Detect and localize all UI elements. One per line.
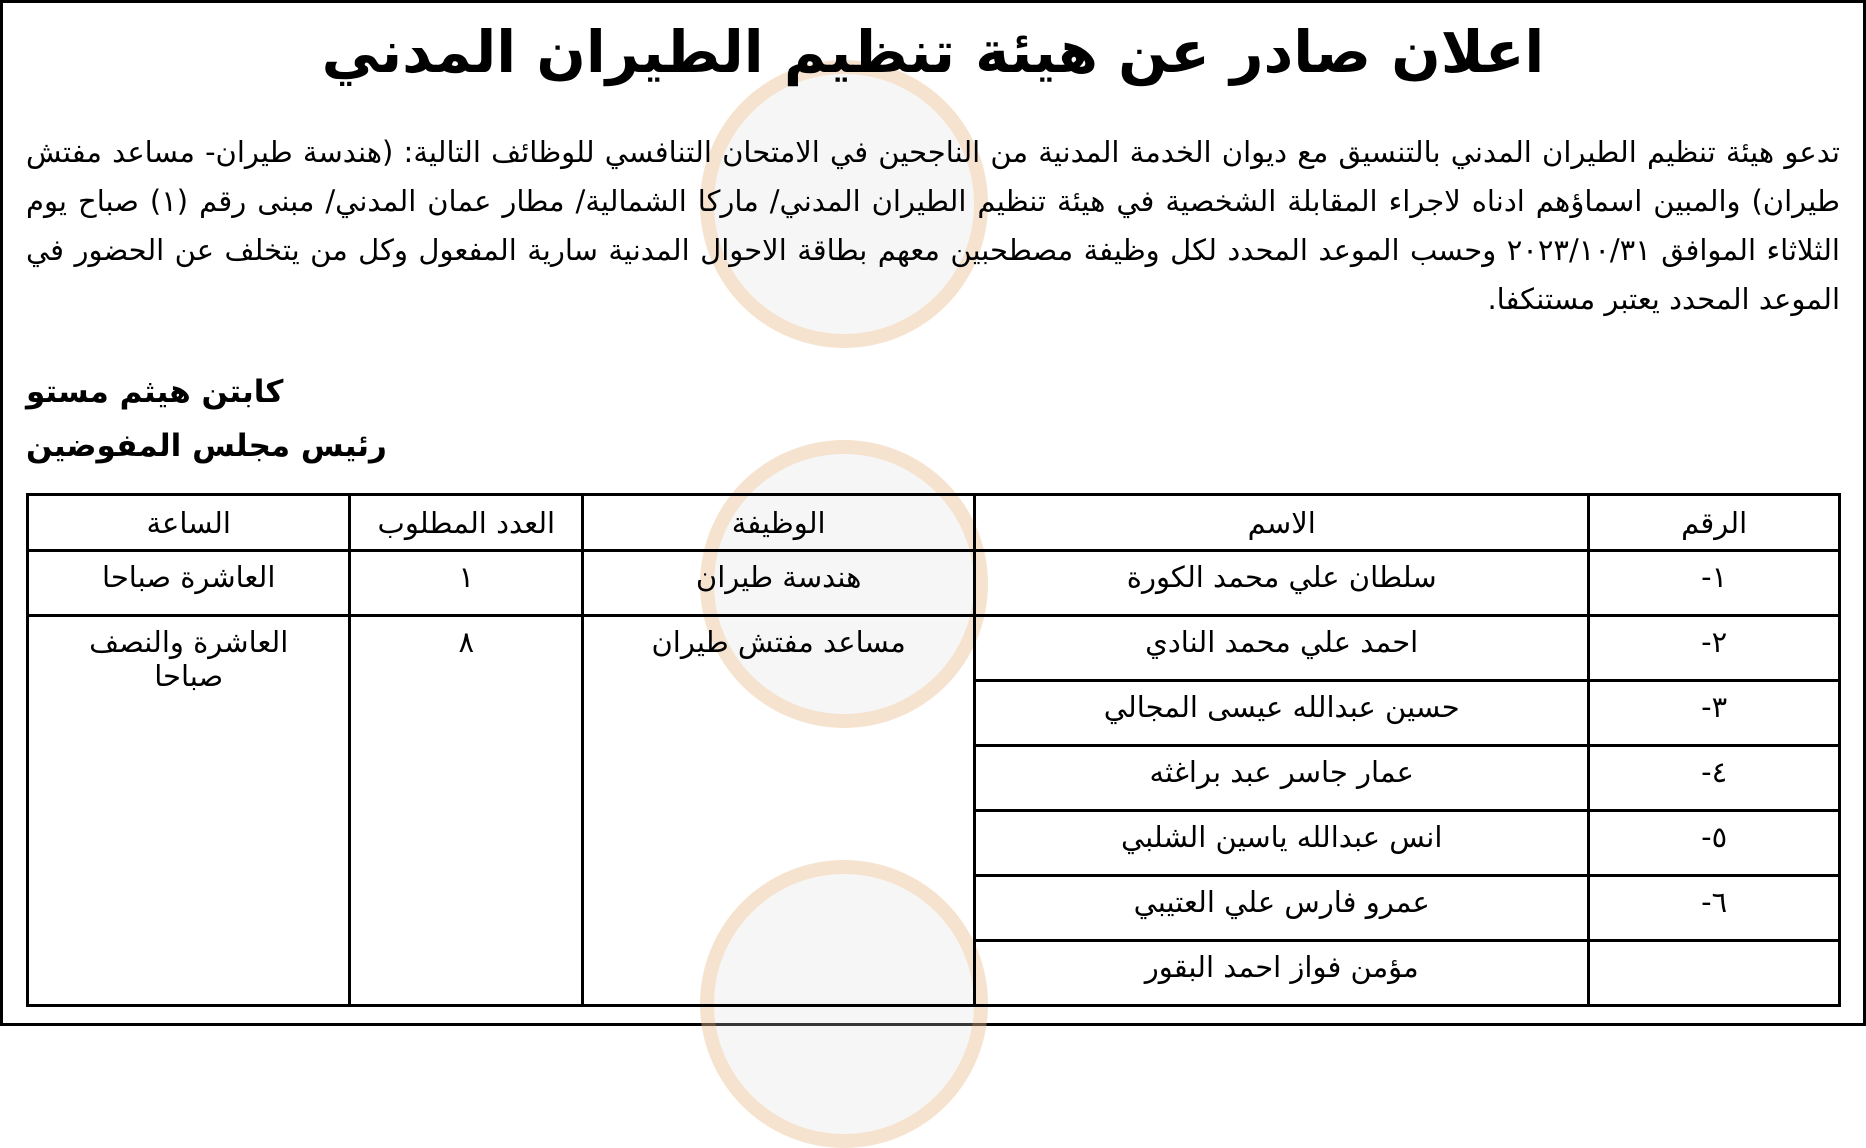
row-time: العاشرة صباحا xyxy=(28,551,350,616)
header-number: الرقم xyxy=(1589,495,1840,551)
row-job: هندسة طيران xyxy=(583,551,975,616)
table-row xyxy=(28,551,1840,616)
row-name: انس عبدالله ياسين الشلبي xyxy=(975,811,1589,876)
header-job: الوظيفة xyxy=(583,495,975,551)
row-number: ٤- xyxy=(1589,746,1840,811)
row-name: احمد علي محمد النادي xyxy=(975,616,1589,681)
row-name: عمرو فارس علي العتيبي xyxy=(975,876,1589,941)
row-number: ٢- xyxy=(1589,616,1840,681)
row-number: ١- xyxy=(1589,551,1840,616)
candidates-table xyxy=(26,493,1841,1007)
row-count: ١ xyxy=(350,551,583,616)
row-name: حسين عبدالله عيسى المجالي xyxy=(975,681,1589,746)
announcement-title: اعلان صادر عن هيئة تنظيم الطيران المدني xyxy=(321,18,1545,86)
table-row xyxy=(28,616,1840,681)
row-job: مساعد مفتش طيران xyxy=(583,616,975,1006)
signatory-position: رئيس مجلس المفوضين xyxy=(26,428,387,464)
row-time: العاشرة والنصف صباحا xyxy=(28,616,350,1006)
table-header-row xyxy=(28,495,1840,551)
row-name: عمار جاسر عبد براغثه xyxy=(975,746,1589,811)
row-number: ٦- xyxy=(1589,876,1840,941)
header-name: الاسم xyxy=(975,495,1589,551)
row-count: ٨ xyxy=(350,616,583,1006)
row-number xyxy=(1589,941,1840,1006)
row-name: مؤمن فواز احمد البقور xyxy=(975,941,1589,1006)
signatory-name: كابتن هيثم مستو xyxy=(26,374,284,410)
header-time: الساعة xyxy=(28,495,350,551)
header-count: العدد المطلوب xyxy=(350,495,583,551)
row-number: ٥- xyxy=(1589,811,1840,876)
announcement-body: تدعو هيئة تنظيم الطيران المدني بالتنسيق مع ديوان الخدمة المدنية من الناجحين في الامتحان التنافسي للوظائف التالية: (هندسة طيران- مساعد مفتش طيران) والمبين اسماؤهم ادناه لاجراء المقابلة الشخصية في هيئة تنظيم الطيران المدني/ ماركا الشمالية/ مطار عمان المدني/ مبنى رقم (١) صباح يوم الثلاثاء الموافق ٢٠٢٣/١٠/٣١ وحسب الموعد المحدد لكل وظيفة مصطحبين معهم بطاقة الاحوال المدنية سارية المفعول وكل من يتخلف عن الحضور في الموعد المحدد يعتبر مستنكفا. xyxy=(26,135,1840,316)
row-name: سلطان علي محمد الكورة xyxy=(975,551,1589,616)
row-number: ٣- xyxy=(1589,681,1840,746)
